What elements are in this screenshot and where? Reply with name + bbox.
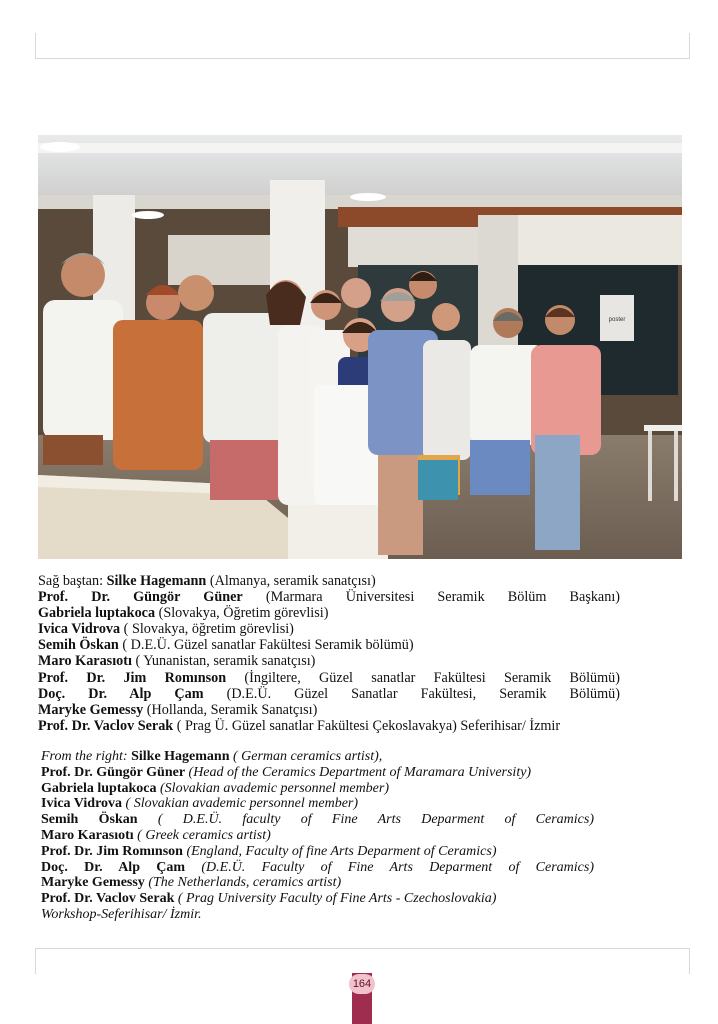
caption-tr-detail-9: (Hollanda, Seramik Sanatçısı) xyxy=(143,701,318,718)
caption-en-detail-7: (England, Faculty of fine Arts Deparment of Ceramics) xyxy=(182,843,497,859)
caption-tr-line-9 xyxy=(38,702,620,718)
caption-en-detail-3: (Slovakian avademic personnel member) xyxy=(156,780,389,796)
caption-en-name-2: Prof. Dr. Güngör Güner xyxy=(41,764,186,780)
caption-tr-detail-8: (D.E.Ü. Güzel Sanatlar Fakültesi, Seramik Bölümü) xyxy=(203,685,620,702)
caption-tr-line-8 xyxy=(38,686,620,702)
caption-en-detail-10: ( Prag University Faculty of Fine Arts - Czechoslovakia) xyxy=(174,891,497,907)
caption-en-detail-4: ( Slovakian avademic personnel member) xyxy=(122,796,359,812)
caption-tr-line-5 xyxy=(38,637,620,653)
caption-en-line-9 xyxy=(41,875,594,891)
caption-tr-name-4: Ivica Vidrova xyxy=(38,621,121,638)
caption-en-name-6: Maro Karasıotı xyxy=(41,827,134,843)
caption-tr-line-6 xyxy=(38,653,620,669)
caption-en-line-7 xyxy=(41,844,594,860)
caption-en-name-3: Gabriela luptakoca xyxy=(41,780,157,796)
group-photo-illustration xyxy=(38,135,682,559)
caption-en-name-4: Ivica Vidrova xyxy=(41,796,123,812)
caption-tr-line-3 xyxy=(38,605,620,621)
caption-tr-name-8: Doç. Dr. Alp Çam xyxy=(38,685,204,702)
caption-en-line-6 xyxy=(41,828,594,844)
caption-tr-detail-6: ( Yunanistan, seramik sanatçısı) xyxy=(131,653,316,670)
caption-tr-line-1 xyxy=(38,573,620,589)
caption-tr-name-6: Maro Karasıotı xyxy=(38,653,132,670)
caption-tr-prefix: Sağ baştan: xyxy=(38,573,107,589)
caption-turkish xyxy=(38,573,620,734)
caption-tr-detail-7: (İngiltere, Güzel sanatlar Fakültesi Seramik Bölümü) xyxy=(226,669,620,686)
caption-en-detail-6: ( Greek ceramics artist) xyxy=(133,827,271,843)
poster-caption: poster xyxy=(608,317,626,323)
caption-en-line-1 xyxy=(41,749,594,765)
caption-tr-name-1: Silke Hagemann xyxy=(106,573,207,589)
caption-tr-line-10 xyxy=(38,718,620,734)
caption-tr-name-7: Prof. Dr. Jim Romınson xyxy=(38,669,227,686)
caption-tr-detail-3: (Slovakya, Öğretim görevlisi) xyxy=(155,605,329,622)
caption-en-line-5 xyxy=(41,812,594,828)
caption-tr-name-3: Gabriela luptakoca xyxy=(38,605,156,622)
caption-en-line-4 xyxy=(41,796,594,812)
caption-en-detail-1: ( German ceramics artist), xyxy=(229,749,383,764)
caption-en-name-7: Prof. Dr. Jim Romınson xyxy=(41,843,183,859)
caption-en-name-5: Semih Öskan xyxy=(41,812,138,828)
caption-en-detail-9: (The Netherlands, ceramics artist) xyxy=(144,875,342,891)
caption-en-line-2 xyxy=(41,765,594,781)
caption-en-line-10 xyxy=(41,891,594,907)
caption-tr-detail-5: ( D.E.Ü. Güzel sanatlar Fakültesi Seramik bölümü) xyxy=(118,637,414,654)
caption-tr-detail-1: (Almanya, seramik sanatçısı) xyxy=(206,573,376,589)
caption-tr-detail-2: (Marmara Üniversitesi Seramik Bölüm Başkanı) xyxy=(242,589,620,606)
caption-tr-name-10: Prof. Dr. Vaclov Serak xyxy=(38,717,174,734)
bottom-frame xyxy=(35,948,690,974)
caption-tr-name-5: Semih Öskan xyxy=(38,637,119,654)
caption-en-name-9: Maryke Gemessy xyxy=(41,875,145,891)
caption-en-name-10: Prof. Dr. Vaclov Serak xyxy=(41,891,175,907)
caption-english xyxy=(41,749,594,923)
caption-tr-line-7 xyxy=(38,670,620,686)
caption-en-detail-11: Workshop-Seferihisar/ İzmir. xyxy=(41,906,202,922)
page-number: 164 xyxy=(349,974,375,994)
caption-en-name-1: Silke Hagemann xyxy=(131,749,230,764)
top-frame xyxy=(35,33,690,59)
caption-tr-name-9: Maryke Gemessy xyxy=(38,701,144,718)
caption-en-prefix: From the right: xyxy=(41,749,132,764)
caption-en-detail-2: (Head of the Ceramics Department of Maramara University) xyxy=(185,764,532,780)
caption-en-name-8: Doç. Dr. Alp Çam xyxy=(41,859,186,875)
caption-en-line-11 xyxy=(41,907,594,923)
group-photo xyxy=(38,135,682,559)
caption-en-detail-8: (D.E.Ü. Faculty of Fine Arts Deparment of Ceramics) xyxy=(185,859,594,875)
caption-tr-name-2: Prof. Dr. Güngör Güner xyxy=(38,589,243,606)
caption-tr-line-4 xyxy=(38,621,620,637)
caption-en-line-3 xyxy=(41,781,594,797)
caption-en-detail-5: ( D.E.Ü. faculty of Fine Arts Deparment of Ceramics) xyxy=(137,812,594,828)
caption-tr-detail-10: ( Prag Ü. Güzel sanatlar Fakültesi Çekoslavakya) Seferihisar/ İzmir xyxy=(173,717,561,734)
caption-en-line-8 xyxy=(41,860,594,876)
caption-tr-line-2 xyxy=(38,589,620,605)
caption-tr-detail-4: ( Slovakya, öğretim görevlisi) xyxy=(120,621,294,638)
